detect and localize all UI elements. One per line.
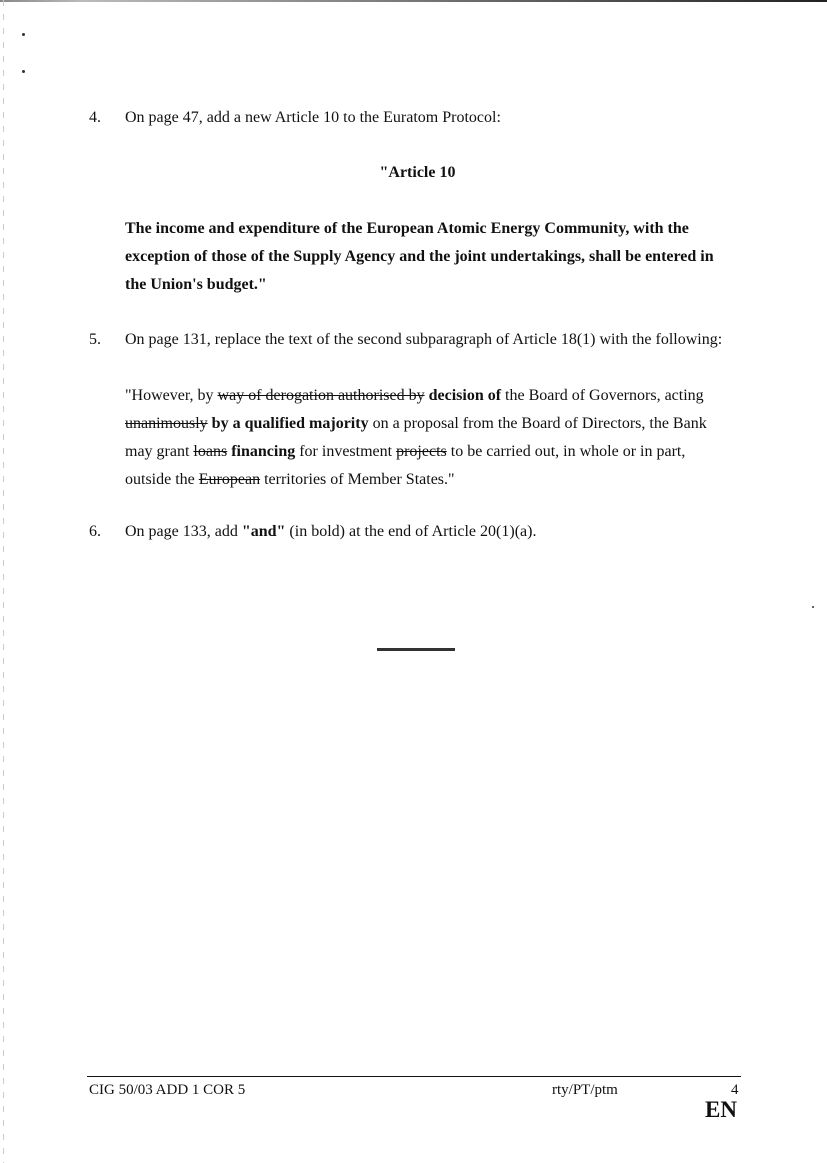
language-code: EN — [705, 1097, 737, 1122]
item-text-run: (in bold) at the end of Article 20(1)(a). — [285, 523, 537, 540]
amendment-text-run: "However, by — [125, 387, 218, 404]
page-number: 4 — [731, 1082, 739, 1098]
deleted-text: European — [198, 471, 261, 488]
deleted-text: unanimously — [125, 415, 208, 432]
item-number: 6. — [89, 523, 101, 540]
document-reference: CIG 50/03 ADD 1 COR 5 — [89, 1082, 246, 1098]
item-text: On page 131, replace the text of the second subparagraph of Article 18(1) with the following: — [125, 331, 723, 348]
footer-rule — [87, 1076, 741, 1077]
amendment-text — [125, 382, 725, 494]
scan-speck — [22, 33, 25, 36]
article-body: The income and expenditure of the European Atomic Energy Community, with the exception of those of the Supply Agency and the joint undertakings, shall be entered in the Union's budget." — [125, 220, 714, 293]
amendment-text-run: for investment — [295, 443, 397, 460]
amendment-text-run: the Board of Governors, acting — [501, 387, 704, 404]
item-text — [125, 523, 536, 541]
item-text: On page 47, add a new Article 10 to the Euratom Protocol: — [125, 109, 501, 126]
item-text-run: On page 133, add — [125, 523, 242, 540]
amendment-text-run: on a proposal from the Board of Directors, the Bank may grant — [125, 415, 707, 460]
scan-speck — [22, 70, 25, 73]
drafter-initials: rty/PT/ptm — [552, 1082, 618, 1098]
article-heading: "Article 10 — [379, 164, 456, 181]
amendment-text-run: to be carried out, in whole or in part, outside the — [125, 443, 686, 488]
inserted-text: financing — [227, 443, 296, 460]
inserted-text: decision of — [424, 387, 502, 404]
item-number: 5. — [89, 331, 101, 348]
deleted-text: way of derogation authorised by — [217, 387, 425, 404]
deleted-text: loans — [193, 443, 228, 460]
deleted-text: projects — [396, 443, 447, 460]
item-number: 4. — [89, 109, 101, 126]
scan-speck — [812, 606, 814, 608]
amendment-text-run: territories of Member States." — [260, 471, 455, 488]
scan-top-edge — [0, 0, 827, 2]
end-of-text-rule — [377, 648, 455, 651]
item-text-bold: "and" — [241, 523, 286, 540]
inserted-text: by a qualified majority — [207, 415, 369, 432]
